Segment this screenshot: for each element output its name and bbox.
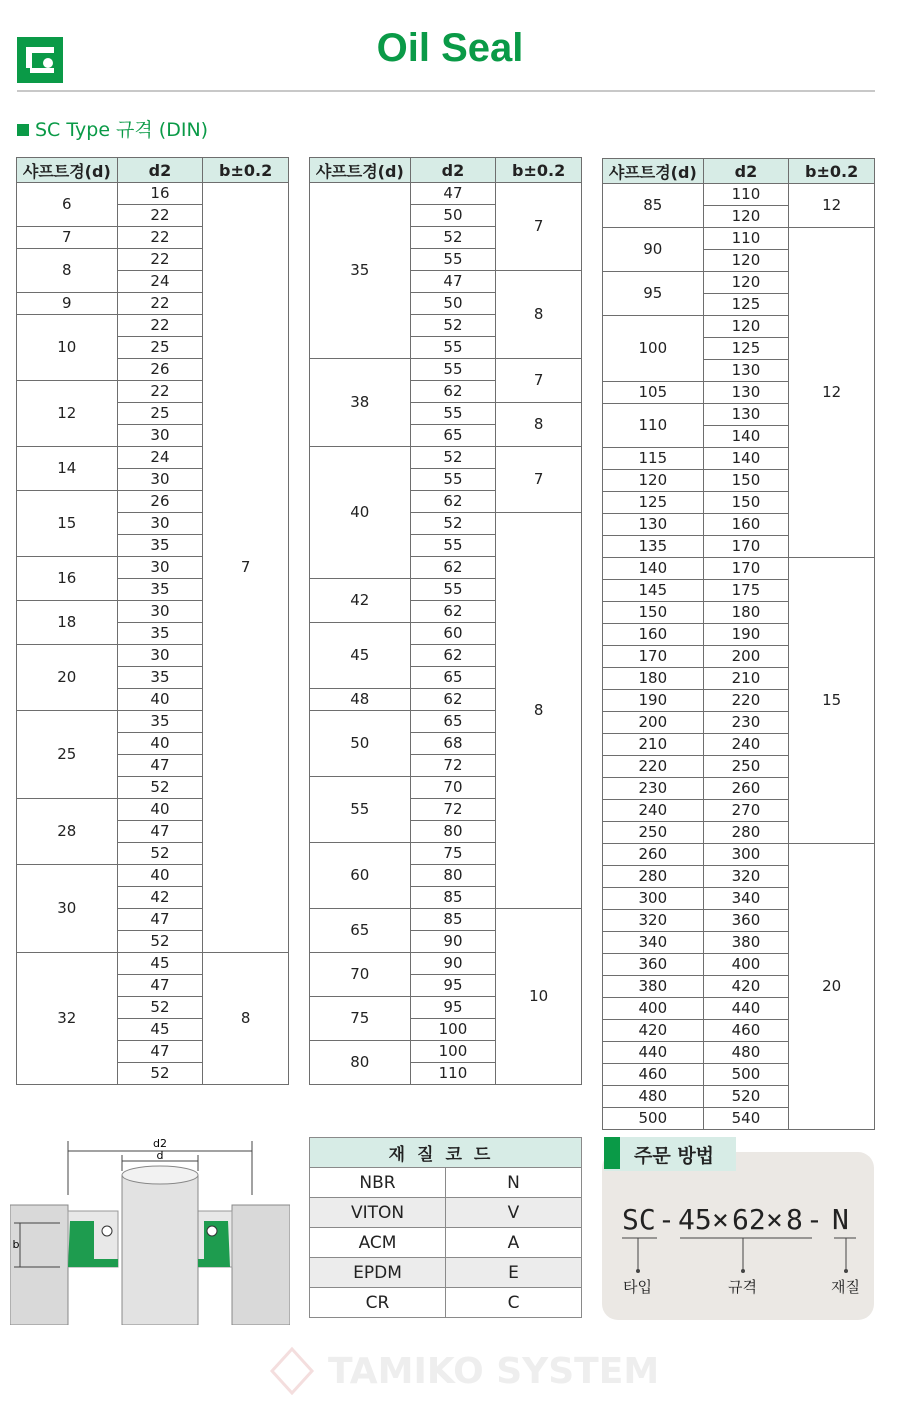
width-b-cell: 8 xyxy=(496,513,582,909)
d2-cell: 320 xyxy=(703,866,789,888)
d2-cell: 65 xyxy=(410,425,496,447)
d2-cell: 150 xyxy=(703,492,789,514)
d2-cell: 260 xyxy=(703,778,789,800)
shaft-diameter-cell: 260 xyxy=(603,844,704,866)
table-header-row xyxy=(17,158,289,183)
d2-cell: 52 xyxy=(410,315,496,337)
shaft-diameter-cell: 280 xyxy=(603,866,704,888)
d2-cell: 30 xyxy=(117,601,203,623)
d2-cell: 52 xyxy=(117,997,203,1019)
material-code: V xyxy=(446,1198,582,1228)
d2-cell: 47 xyxy=(117,1041,203,1063)
shaft-diameter-cell: 20 xyxy=(17,645,118,711)
width-b-cell: 20 xyxy=(789,844,875,1130)
d2-cell: 125 xyxy=(703,338,789,360)
column-header: 샤프트경(d) xyxy=(17,158,118,183)
d2-cell: 22 xyxy=(117,249,203,271)
d2-cell: 270 xyxy=(703,800,789,822)
width-b-cell: 7 xyxy=(496,359,582,403)
code-part-material: N xyxy=(832,1203,849,1236)
diagram-label-d2: d2 xyxy=(153,1137,167,1150)
material-name: CR xyxy=(310,1288,446,1318)
shaft-diameter-cell: 65 xyxy=(310,909,411,953)
shaft-diameter-cell: 190 xyxy=(603,690,704,712)
shaft-diameter-cell: 135 xyxy=(603,536,704,558)
shaft-diameter-cell: 230 xyxy=(603,778,704,800)
d2-cell: 170 xyxy=(703,558,789,580)
shaft-diameter-cell: 90 xyxy=(603,228,704,272)
shaft-diameter-cell: 250 xyxy=(603,822,704,844)
shaft-diameter-cell: 60 xyxy=(310,843,411,909)
shaft-diameter-cell: 6 xyxy=(17,183,118,227)
shaft-diameter-cell: 300 xyxy=(603,888,704,910)
shaft-diameter-cell: 170 xyxy=(603,646,704,668)
d2-cell: 52 xyxy=(410,227,496,249)
spec-table-2 xyxy=(309,157,582,1085)
d2-cell: 35 xyxy=(117,711,203,733)
shaft-diameter-cell: 12 xyxy=(17,381,118,447)
d2-cell: 52 xyxy=(117,1063,203,1085)
code-part-sep: - xyxy=(658,1203,675,1236)
d2-cell: 25 xyxy=(117,337,203,359)
shaft-diameter-cell: 70 xyxy=(310,953,411,997)
d2-cell: 300 xyxy=(703,844,789,866)
material-name: NBR xyxy=(310,1168,446,1198)
shaft-diameter-cell: 95 xyxy=(603,272,704,316)
d2-cell: 52 xyxy=(117,777,203,799)
d2-cell: 35 xyxy=(117,623,203,645)
d2-cell: 65 xyxy=(410,667,496,689)
d2-cell: 62 xyxy=(410,601,496,623)
d2-cell: 110 xyxy=(703,228,789,250)
spec-table-3 xyxy=(602,158,875,1130)
width-b-cell: 12 xyxy=(789,228,875,558)
shaft-diameter-cell: 32 xyxy=(17,953,118,1085)
d2-cell: 52 xyxy=(117,843,203,865)
shaft-diameter-cell: 25 xyxy=(17,711,118,799)
d2-cell: 240 xyxy=(703,734,789,756)
width-b-cell: 7 xyxy=(496,447,582,513)
table-row xyxy=(603,558,875,580)
shaft-diameter-cell: 42 xyxy=(310,579,411,623)
d2-cell: 160 xyxy=(703,514,789,536)
shaft-diameter-cell: 420 xyxy=(603,1020,704,1042)
d2-cell: 22 xyxy=(117,315,203,337)
d2-cell: 480 xyxy=(703,1042,789,1064)
shaft-diameter-cell: 45 xyxy=(310,623,411,689)
column-header: 샤프트경(d) xyxy=(310,158,411,183)
d2-cell: 62 xyxy=(410,381,496,403)
d2-cell: 130 xyxy=(703,404,789,426)
d2-cell: 340 xyxy=(703,888,789,910)
shaft-diameter-cell: 18 xyxy=(17,601,118,645)
material-code: N xyxy=(446,1168,582,1198)
d2-cell: 95 xyxy=(410,997,496,1019)
table-row xyxy=(310,359,582,381)
order-code-example xyxy=(602,1203,874,1239)
d2-cell: 50 xyxy=(410,205,496,227)
order-label-spec: 규격 xyxy=(728,1278,757,1296)
d2-cell: 80 xyxy=(410,865,496,887)
table-header-row xyxy=(310,158,582,183)
table-row xyxy=(310,909,582,931)
d2-cell: 420 xyxy=(703,976,789,998)
shaft-diameter-cell: 160 xyxy=(603,624,704,646)
d2-cell: 440 xyxy=(703,998,789,1020)
shaft-diameter-cell: 210 xyxy=(603,734,704,756)
material-name: VITON xyxy=(310,1198,446,1228)
shaft-diameter-cell: 145 xyxy=(603,580,704,602)
d2-cell: 47 xyxy=(410,271,496,293)
section-heading-text: SC Type 규격 (DIN) xyxy=(35,119,209,141)
d2-cell: 52 xyxy=(117,931,203,953)
shaft-diameter-cell: 85 xyxy=(603,184,704,228)
width-b-cell: 8 xyxy=(496,403,582,447)
code-part-d: 45 xyxy=(678,1203,712,1236)
d2-cell: 120 xyxy=(703,272,789,294)
d2-cell: 55 xyxy=(410,249,496,271)
material-code: A xyxy=(446,1228,582,1258)
material-name: ACM xyxy=(310,1228,446,1258)
d2-cell: 100 xyxy=(410,1019,496,1041)
order-label-type: 타입 xyxy=(623,1278,652,1296)
order-label-material: 재질 xyxy=(831,1278,860,1296)
shaft-diameter-cell: 340 xyxy=(603,932,704,954)
d2-cell: 22 xyxy=(117,205,203,227)
d2-cell: 40 xyxy=(117,733,203,755)
d2-cell: 25 xyxy=(117,403,203,425)
d2-cell: 24 xyxy=(117,271,203,293)
shaft-diameter-cell: 7 xyxy=(17,227,118,249)
shaft-diameter-cell: 110 xyxy=(603,404,704,448)
d2-cell: 35 xyxy=(117,535,203,557)
d2-cell: 170 xyxy=(703,536,789,558)
d2-cell: 75 xyxy=(410,843,496,865)
d2-cell: 230 xyxy=(703,712,789,734)
shaft-diameter-cell: 115 xyxy=(603,448,704,470)
order-method-title: 주문 방법 xyxy=(634,1145,715,1167)
shaft-diameter-cell: 38 xyxy=(310,359,411,447)
d2-cell: 65 xyxy=(410,711,496,733)
d2-cell: 125 xyxy=(703,294,789,316)
d2-cell: 30 xyxy=(117,469,203,491)
d2-cell: 380 xyxy=(703,932,789,954)
width-b-cell: 8 xyxy=(203,953,289,1085)
d2-cell: 500 xyxy=(703,1064,789,1086)
d2-cell: 55 xyxy=(410,359,496,381)
shaft-diameter-cell: 50 xyxy=(310,711,411,777)
d2-cell: 47 xyxy=(117,755,203,777)
d2-cell: 90 xyxy=(410,953,496,975)
d2-cell: 30 xyxy=(117,425,203,447)
d2-cell: 110 xyxy=(703,184,789,206)
d2-cell: 360 xyxy=(703,910,789,932)
shaft-diameter-cell: 380 xyxy=(603,976,704,998)
square-bullet-icon xyxy=(17,124,29,136)
d2-cell: 72 xyxy=(410,755,496,777)
d2-cell: 30 xyxy=(117,645,203,667)
d2-cell: 24 xyxy=(117,447,203,469)
shaft-diameter-cell: 360 xyxy=(603,954,704,976)
d2-cell: 85 xyxy=(410,887,496,909)
watermark-text: TAMIKO SYSTEM xyxy=(328,1351,660,1392)
d2-cell: 45 xyxy=(117,953,203,975)
table-header-row xyxy=(603,159,875,184)
d2-cell: 35 xyxy=(117,667,203,689)
code-part-sep: - xyxy=(806,1203,823,1236)
d2-cell: 26 xyxy=(117,359,203,381)
d2-cell: 22 xyxy=(117,381,203,403)
code-part-x: × xyxy=(712,1203,729,1236)
shaft-diameter-cell: 10 xyxy=(17,315,118,381)
d2-cell: 30 xyxy=(117,557,203,579)
d2-cell: 220 xyxy=(703,690,789,712)
shaft-diameter-cell: 105 xyxy=(603,382,704,404)
d2-cell: 40 xyxy=(117,689,203,711)
column-header: d2 xyxy=(410,158,496,183)
d2-cell: 62 xyxy=(410,557,496,579)
width-b-cell: 15 xyxy=(789,558,875,844)
table-row xyxy=(603,184,875,206)
d2-cell: 35 xyxy=(117,579,203,601)
d2-cell: 540 xyxy=(703,1108,789,1130)
d2-cell: 120 xyxy=(703,206,789,228)
diagram-label-d: d xyxy=(156,1149,164,1162)
d2-cell: 55 xyxy=(410,579,496,601)
shaft-diameter-cell: 180 xyxy=(603,668,704,690)
table-row xyxy=(603,844,875,866)
width-b-cell: 12 xyxy=(789,184,875,228)
d2-cell: 22 xyxy=(117,293,203,315)
d2-cell: 62 xyxy=(410,491,496,513)
page-title: Oil Seal xyxy=(376,26,524,70)
shaft-diameter-cell: 15 xyxy=(17,491,118,557)
d2-cell: 16 xyxy=(117,183,203,205)
d2-cell: 47 xyxy=(117,821,203,843)
shaft-diameter-cell: 440 xyxy=(603,1042,704,1064)
shaft-diameter-cell: 80 xyxy=(310,1041,411,1085)
material-name: EPDM xyxy=(310,1258,446,1288)
table-row xyxy=(310,447,582,469)
d2-cell: 110 xyxy=(410,1063,496,1085)
watermark xyxy=(268,1345,688,1395)
column-header: d2 xyxy=(703,159,789,184)
shaft-diameter-cell: 150 xyxy=(603,602,704,624)
d2-cell: 55 xyxy=(410,469,496,491)
width-b-cell: 8 xyxy=(496,271,582,359)
order-code-leaders xyxy=(602,1235,874,1275)
title-divider xyxy=(17,90,875,92)
d2-cell: 40 xyxy=(117,865,203,887)
column-header: d2 xyxy=(117,158,203,183)
d2-cell: 120 xyxy=(703,250,789,272)
d2-cell: 175 xyxy=(703,580,789,602)
code-part-x: × xyxy=(766,1203,783,1236)
d2-cell: 140 xyxy=(703,426,789,448)
d2-cell: 50 xyxy=(410,293,496,315)
shaft-diameter-cell: 35 xyxy=(310,183,411,359)
d2-cell: 52 xyxy=(410,447,496,469)
d2-cell: 26 xyxy=(117,491,203,513)
shaft-diameter-cell: 30 xyxy=(17,865,118,953)
d2-cell: 180 xyxy=(703,602,789,624)
d2-cell: 520 xyxy=(703,1086,789,1108)
shaft-diameter-cell: 130 xyxy=(603,514,704,536)
d2-cell: 150 xyxy=(703,470,789,492)
d2-cell: 70 xyxy=(410,777,496,799)
d2-cell: 250 xyxy=(703,756,789,778)
d2-cell: 62 xyxy=(410,689,496,711)
d2-cell: 55 xyxy=(410,337,496,359)
d2-cell: 55 xyxy=(410,535,496,557)
order-tab-bar xyxy=(604,1137,620,1169)
d2-cell: 400 xyxy=(703,954,789,976)
d2-cell: 68 xyxy=(410,733,496,755)
column-header: b±0.2 xyxy=(789,159,875,184)
shaft-diameter-cell: 500 xyxy=(603,1108,704,1130)
width-b-cell: 10 xyxy=(496,909,582,1085)
shaft-diameter-cell: 100 xyxy=(603,316,704,382)
shaft-diameter-cell: 55 xyxy=(310,777,411,843)
column-header: 샤프트경(d) xyxy=(603,159,704,184)
d2-cell: 130 xyxy=(703,360,789,382)
d2-cell: 140 xyxy=(703,448,789,470)
d2-cell: 90 xyxy=(410,931,496,953)
shaft-diameter-cell: 140 xyxy=(603,558,704,580)
d2-cell: 130 xyxy=(703,382,789,404)
d2-cell: 95 xyxy=(410,975,496,997)
shaft-diameter-cell: 14 xyxy=(17,447,118,491)
shaft-diameter-cell: 9 xyxy=(17,293,118,315)
material-code: C xyxy=(446,1288,582,1318)
code-part-d2: 62 xyxy=(732,1203,766,1236)
column-header: b±0.2 xyxy=(496,158,582,183)
shaft-diameter-cell: 480 xyxy=(603,1086,704,1108)
order-method-tab xyxy=(604,1137,736,1171)
shaft-diameter-cell: 75 xyxy=(310,997,411,1041)
material-code: E xyxy=(446,1258,582,1288)
table-row xyxy=(17,953,289,975)
table-row xyxy=(603,228,875,250)
table-row xyxy=(310,183,582,205)
shaft-diameter-cell: 320 xyxy=(603,910,704,932)
column-header: b±0.2 xyxy=(203,158,289,183)
section-heading xyxy=(17,115,208,142)
d2-cell: 47 xyxy=(410,183,496,205)
spec-table-1 xyxy=(16,157,289,1085)
shaft-diameter-cell: 48 xyxy=(310,689,411,711)
shaft-diameter-cell: 16 xyxy=(17,557,118,601)
shaft-diameter-cell: 240 xyxy=(603,800,704,822)
shaft-diameter-cell: 8 xyxy=(17,249,118,293)
shaft-diameter-cell: 40 xyxy=(310,447,411,579)
code-part-b: 8 xyxy=(786,1203,803,1236)
d2-cell: 80 xyxy=(410,821,496,843)
d2-cell: 460 xyxy=(703,1020,789,1042)
d2-cell: 42 xyxy=(117,887,203,909)
d2-cell: 190 xyxy=(703,624,789,646)
shaft-diameter-cell: 125 xyxy=(603,492,704,514)
d2-cell: 40 xyxy=(117,799,203,821)
d2-cell: 72 xyxy=(410,799,496,821)
d2-cell: 55 xyxy=(410,403,496,425)
d2-cell: 200 xyxy=(703,646,789,668)
d2-cell: 62 xyxy=(410,645,496,667)
d2-cell: 100 xyxy=(410,1041,496,1063)
d2-cell: 85 xyxy=(410,909,496,931)
code-part-type: SC xyxy=(622,1203,656,1236)
d2-cell: 30 xyxy=(117,513,203,535)
material-code-table xyxy=(309,1137,582,1318)
shaft-diameter-cell: 220 xyxy=(603,756,704,778)
material-code-header: 재질코드 xyxy=(310,1138,582,1168)
d2-cell: 280 xyxy=(703,822,789,844)
shaft-diameter-cell: 28 xyxy=(17,799,118,865)
d2-cell: 22 xyxy=(117,227,203,249)
diagram-label-b: b xyxy=(12,1238,20,1251)
width-b-cell: 7 xyxy=(496,183,582,271)
d2-cell: 45 xyxy=(117,1019,203,1041)
shaft-diameter-cell: 400 xyxy=(603,998,704,1020)
d2-cell: 47 xyxy=(117,909,203,931)
width-b-cell: 7 xyxy=(203,183,289,953)
shaft-diameter-cell: 200 xyxy=(603,712,704,734)
seal-cross-section-diagram xyxy=(10,1135,290,1325)
d2-cell: 47 xyxy=(117,975,203,997)
shaft-diameter-cell: 460 xyxy=(603,1064,704,1086)
d2-cell: 210 xyxy=(703,668,789,690)
d2-cell: 120 xyxy=(703,316,789,338)
d2-cell: 60 xyxy=(410,623,496,645)
shaft-diameter-cell: 120 xyxy=(603,470,704,492)
table-row xyxy=(17,183,289,205)
d2-cell: 52 xyxy=(410,513,496,535)
